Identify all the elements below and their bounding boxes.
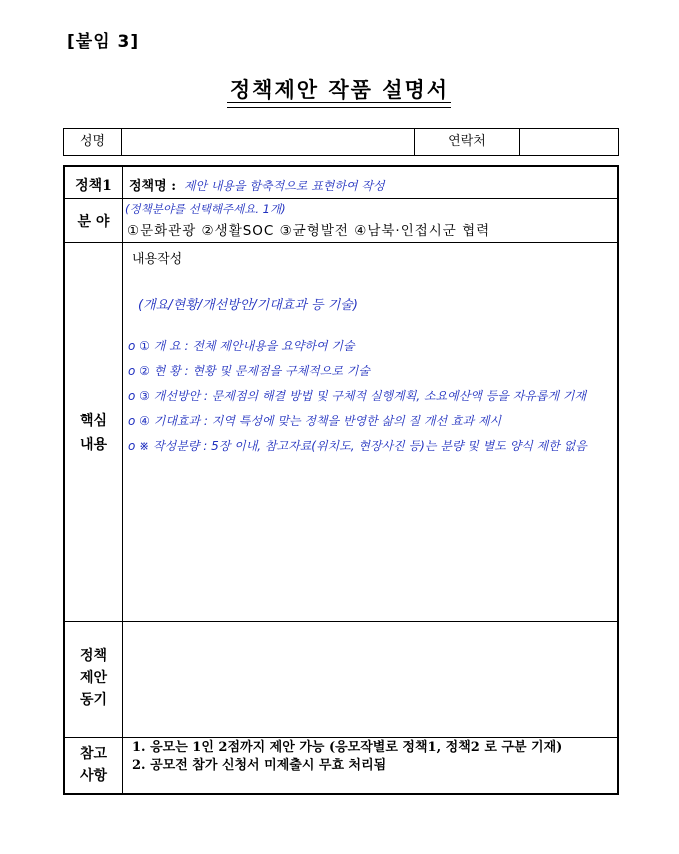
- page-title: 정책제안 작품 설명서: [229, 78, 450, 102]
- proposal-table: [63, 165, 619, 795]
- name-label: 성명: [64, 129, 122, 155]
- core-label: 핵심 내용: [79, 413, 108, 453]
- core-item-effect: o ④ 기대효과 : 지역 특성에 맞는 정책을 반영한 삶의 질 개선 효과 제시: [128, 414, 502, 428]
- core-item-status: o ② 현 황 : 현황 및 문제점을 구체적으로 기술: [128, 364, 370, 378]
- motive-cell[interactable]: [129, 625, 609, 733]
- contact-label: 연락처: [415, 129, 520, 155]
- core-item-improvement: o ③ 개선방안 : 문제점의 해결 방법 및 구체적 실행계획, 소요예산액 등을 자유롭게 기재: [128, 389, 587, 403]
- field-hint: (정책분야를 선택해주세요. 1개): [125, 202, 286, 216]
- core-heading: 내용작성: [132, 252, 183, 267]
- policy-label: 정책1: [75, 178, 112, 194]
- row-divider: [65, 737, 617, 738]
- core-content-cell[interactable]: [128, 248, 587, 462]
- field-label: 분 야: [77, 214, 110, 230]
- policy-name-cell[interactable]: [129, 175, 385, 194]
- row-divider: [65, 242, 617, 243]
- notes-cell: [132, 739, 616, 775]
- motive-label: 정책 제안 동기: [79, 648, 108, 708]
- row-divider: [65, 621, 617, 622]
- field-cell[interactable]: [125, 201, 490, 239]
- field-options: ①문화관광 ②생활SOC ③균형발전 ④남북·인접시군 협력: [127, 223, 491, 239]
- column-divider: [122, 167, 123, 793]
- policy-name-hint: 제안 내용을 함축적으로 표현하여 작성: [183, 179, 385, 193]
- policy-name-label: 정책명 :: [129, 179, 176, 194]
- core-guide-items: [128, 337, 587, 454]
- contact-value-cell[interactable]: [520, 129, 618, 155]
- core-item-length: o ※ 작성분량 : 5장 이내, 참고자료(위치도, 현장사진 등)는 분량 및 별도 양식 제한 없음: [128, 439, 587, 453]
- core-item-summary: o ① 개 요 : 전체 제안내용을 요약하여 기술: [128, 339, 355, 353]
- attachment-number: [붙임 3]: [67, 32, 140, 52]
- core-guide: (개요/현황/개선방안/기대효과 등 기술): [138, 298, 358, 313]
- notes-label: 참고 사항: [79, 746, 108, 784]
- contact-table: [63, 128, 619, 156]
- notes-line-1: 1. 응모는 1인 2점까지 제안 가능 (응모작별로 정책1, 정책2 로 구분 기재): [132, 740, 563, 755]
- row-divider: [65, 198, 617, 199]
- notes-line-2: 2. 공모전 참가 신청서 미제출시 무효 처리됨: [132, 758, 387, 773]
- title-underline: [227, 102, 451, 108]
- name-value-cell[interactable]: [122, 129, 415, 155]
